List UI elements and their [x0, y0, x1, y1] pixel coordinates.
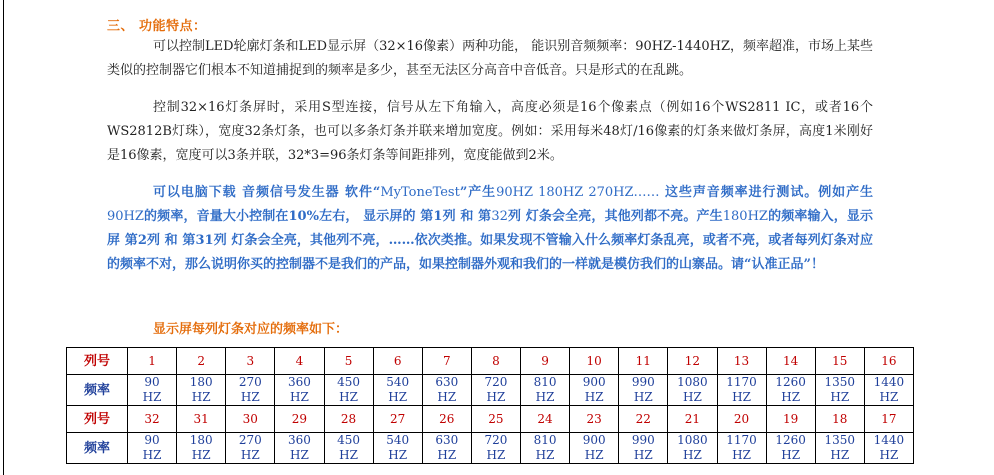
- col-number-cell: 20: [717, 406, 766, 433]
- col-number-cell: 17: [864, 406, 913, 433]
- col-number-cell: 4: [275, 348, 324, 375]
- frequency-cell: [570, 433, 619, 464]
- frequency-value: 1350: [824, 433, 856, 447]
- p3-col-32: 32: [491, 209, 508, 224]
- frequency-value: 180: [189, 375, 213, 389]
- frequency-cell: [422, 375, 471, 406]
- frequency-unit: HZ: [290, 448, 309, 462]
- frequency-cell: [128, 433, 177, 464]
- frequency-value: 1440: [873, 375, 905, 389]
- frequency-cell: [128, 375, 177, 406]
- p3-part-g: 的频率，音量大小控制在10%左右， 显示屏的 第1列 和 第: [143, 209, 492, 224]
- frequency-value: 1260: [775, 375, 806, 389]
- frequency-unit: HZ: [830, 448, 850, 462]
- frequency-unit: HZ: [879, 448, 899, 462]
- table-caption: 显示屏每列灯条对应的频率如下：: [153, 322, 349, 337]
- frequency-unit: HZ: [437, 448, 457, 462]
- frequency-cell: [668, 375, 717, 406]
- frequency-cell: [471, 375, 520, 406]
- frequency-cell: [668, 433, 717, 464]
- col-number-cell: 12: [668, 348, 717, 375]
- p3-freq-180: 180HZ: [722, 209, 768, 224]
- frequency-value: 1170: [726, 433, 757, 447]
- frequency-value: 360: [287, 375, 311, 389]
- frequency-unit: HZ: [535, 390, 555, 404]
- col-number-cell: 16: [864, 348, 913, 375]
- p3-part-e: 这些声音频率进行测试。例如产生: [659, 185, 874, 200]
- col-number-cell: 14: [766, 348, 815, 375]
- frequency-cell: [766, 375, 815, 406]
- frequency-unit: HZ: [683, 390, 702, 404]
- frequency-cell: [717, 375, 766, 406]
- frequency-value: 90: [144, 433, 160, 447]
- frequency-cell: [226, 375, 275, 406]
- col-number-label: 列号: [67, 406, 128, 433]
- frequency-cell: [864, 433, 913, 464]
- col-number-cell: 27: [373, 406, 422, 433]
- col-number-cell: 26: [422, 406, 471, 433]
- p3-test-frequencies: 90HZ 180HZ 270HZ……: [496, 185, 660, 200]
- frequency-unit: HZ: [339, 390, 358, 404]
- p3-part-i: 列 灯条会全亮，其他列都不亮。产生: [507, 209, 723, 224]
- frequency-unit: HZ: [781, 390, 801, 404]
- frequency-unit: HZ: [879, 390, 899, 404]
- table-row-freqs-1-16: [67, 375, 914, 406]
- frequency-unit: HZ: [191, 390, 211, 404]
- frequency-value: 990: [631, 375, 655, 389]
- col-number-cell: 15: [815, 348, 864, 375]
- p3-part-c: ”产生: [459, 185, 497, 200]
- frequency-cell: [619, 375, 668, 406]
- col-number-cell: 1: [128, 348, 177, 375]
- frequency-cell: [275, 375, 324, 406]
- frequency-unit: HZ: [388, 390, 408, 404]
- frequency-cell: [226, 433, 275, 464]
- frequency-unit: HZ: [142, 390, 162, 404]
- table-row-freqs-32-17: [67, 433, 914, 464]
- col-number-cell: 23: [570, 406, 619, 433]
- frequency-value: 630: [435, 433, 459, 447]
- frequency-cell: [521, 375, 570, 406]
- frequency-unit: HZ: [584, 448, 604, 462]
- frequency-label: 频率: [67, 375, 128, 406]
- frequency-value: 180: [189, 433, 213, 447]
- frequency-table: [66, 347, 914, 464]
- col-number-cell: 28: [324, 406, 373, 433]
- p3-software-name: MyToneTest: [380, 185, 460, 200]
- frequency-cell: [177, 433, 226, 464]
- frequency-value: 900: [582, 433, 606, 447]
- col-number-cell: 9: [521, 348, 570, 375]
- col-number-cell: 22: [619, 406, 668, 433]
- frequency-value: 90: [144, 375, 160, 389]
- frequency-unit: HZ: [191, 448, 211, 462]
- frequency-value: 1260: [775, 433, 806, 447]
- col-number-cell: 19: [766, 406, 815, 433]
- frequency-value: 990: [631, 433, 655, 447]
- frequency-value: 900: [582, 375, 606, 389]
- col-number-cell: 8: [471, 348, 520, 375]
- frequency-unit: HZ: [240, 390, 260, 404]
- frequency-value: 1080: [677, 375, 708, 389]
- frequency-unit: HZ: [339, 448, 358, 462]
- frequency-value: 540: [386, 375, 410, 389]
- frequency-cell: [177, 375, 226, 406]
- col-number-cell: 30: [226, 406, 275, 433]
- col-number-cell: 2: [177, 348, 226, 375]
- frequency-cell: [766, 433, 815, 464]
- frequency-value: 270: [238, 433, 262, 447]
- col-number-cell: 29: [275, 406, 324, 433]
- frequency-value: 720: [484, 433, 508, 447]
- col-number-cell: 7: [422, 348, 471, 375]
- frequency-unit: HZ: [290, 390, 309, 404]
- table-row-columns-32-17: [67, 406, 914, 433]
- frequency-unit: HZ: [781, 448, 801, 462]
- col-number-label: 列号: [67, 348, 128, 375]
- col-number-cell: 6: [373, 348, 422, 375]
- col-number-cell: 31: [177, 406, 226, 433]
- frequency-value: 360: [287, 433, 311, 447]
- frequency-value: 450: [337, 375, 361, 389]
- frequency-cell: [815, 433, 864, 464]
- frequency-unit: HZ: [732, 390, 751, 404]
- frequency-unit: HZ: [486, 390, 506, 404]
- frequency-cell: [619, 433, 668, 464]
- col-number-cell: 24: [521, 406, 570, 433]
- frequency-cell: [570, 375, 619, 406]
- col-number-cell: 11: [619, 348, 668, 375]
- frequency-unit: HZ: [683, 448, 702, 462]
- frequency-unit: HZ: [830, 390, 850, 404]
- frequency-value: 450: [337, 433, 361, 447]
- frequency-unit: HZ: [584, 390, 604, 404]
- p3-freq-90: 90HZ: [107, 209, 144, 224]
- frequency-value: 1080: [677, 433, 708, 447]
- section-title: 三、 功能特点：: [107, 19, 207, 34]
- p3-part-a: 可以电脑下载 音频信号发生器 软件“: [153, 185, 381, 200]
- frequency-cell: [864, 375, 913, 406]
- paragraph-test-instructions: [107, 181, 873, 277]
- frequency-cell: [471, 433, 520, 464]
- frequency-unit: HZ: [633, 390, 653, 404]
- frequency-value: 1440: [873, 433, 905, 447]
- frequency-unit: HZ: [486, 448, 506, 462]
- paragraph-matrix-wiring: 控制32×16灯条屏时，采用S型连接，信号从左下角输入，高度必须是16个像素点（例如16个WS2811 IC，或者16个WS2812B灯珠），宽度32条灯条，也可以多条灯条并联来增加宽度。例如：采用每米48灯/16像素的灯条来做灯条屏，高度1米刚好是16像素，宽度可以3条并联，32*3=96条灯条等间距排列，宽度能做到2米。: [107, 100, 873, 163]
- frequency-value: 630: [435, 375, 459, 389]
- table-row-columns-1-16: [67, 348, 914, 375]
- col-number-cell: 18: [815, 406, 864, 433]
- frequency-cell: [717, 433, 766, 464]
- frequency-cell: [521, 433, 570, 464]
- page-left-border: [3, 0, 4, 475]
- col-number-cell: 5: [324, 348, 373, 375]
- col-number-cell: 10: [570, 348, 619, 375]
- col-number-cell: 3: [226, 348, 275, 375]
- paragraph-function-overview: 可以控制LED轮廓灯条和LED显示屏（32×16像素）两种功能， 能识别音频频率：90HZ-1440HZ，频率超准，市场上某些类似的控制器它们根本不知道捕捉到的频率是多少，甚至无法区分高音中音低音。只是形式的在乱跳。: [107, 39, 873, 78]
- frequency-value: 720: [484, 375, 508, 389]
- frequency-table-body: [67, 348, 914, 464]
- frequency-label: 频率: [67, 433, 128, 464]
- frequency-value: 1350: [824, 375, 856, 389]
- frequency-unit: HZ: [142, 448, 162, 462]
- frequency-cell: [275, 433, 324, 464]
- frequency-unit: HZ: [535, 448, 555, 462]
- frequency-value: 270: [238, 375, 262, 389]
- frequency-value: 540: [386, 433, 410, 447]
- frequency-unit: HZ: [732, 448, 751, 462]
- frequency-cell: [815, 375, 864, 406]
- frequency-value: 810: [533, 375, 557, 389]
- frequency-cell: [422, 433, 471, 464]
- frequency-cell: [373, 433, 422, 464]
- frequency-cell: [373, 375, 422, 406]
- col-number-cell: 13: [717, 348, 766, 375]
- frequency-unit: HZ: [437, 390, 457, 404]
- frequency-value: 810: [533, 433, 557, 447]
- frequency-value: 1170: [726, 375, 757, 389]
- p3-part-k: 的频率输入，显示屏 第2列 和 第31列 灯条会全亮，其他列不亮，……依次类推。如果发现不管输入什么频率灯条乱亮，或者不亮，或者每列灯条对应的频率不对，那么说明你买的控制器不是我们的产品，如果控制器外观和我们的一样就是模仿我们的山寨品。请“认准正品”！: [107, 209, 873, 272]
- col-number-cell: 21: [668, 406, 717, 433]
- frequency-cell: [324, 433, 373, 464]
- col-number-cell: 25: [471, 406, 520, 433]
- frequency-unit: HZ: [388, 448, 408, 462]
- frequency-unit: HZ: [633, 448, 653, 462]
- frequency-cell: [324, 375, 373, 406]
- col-number-cell: 32: [128, 406, 177, 433]
- frequency-unit: HZ: [240, 448, 260, 462]
